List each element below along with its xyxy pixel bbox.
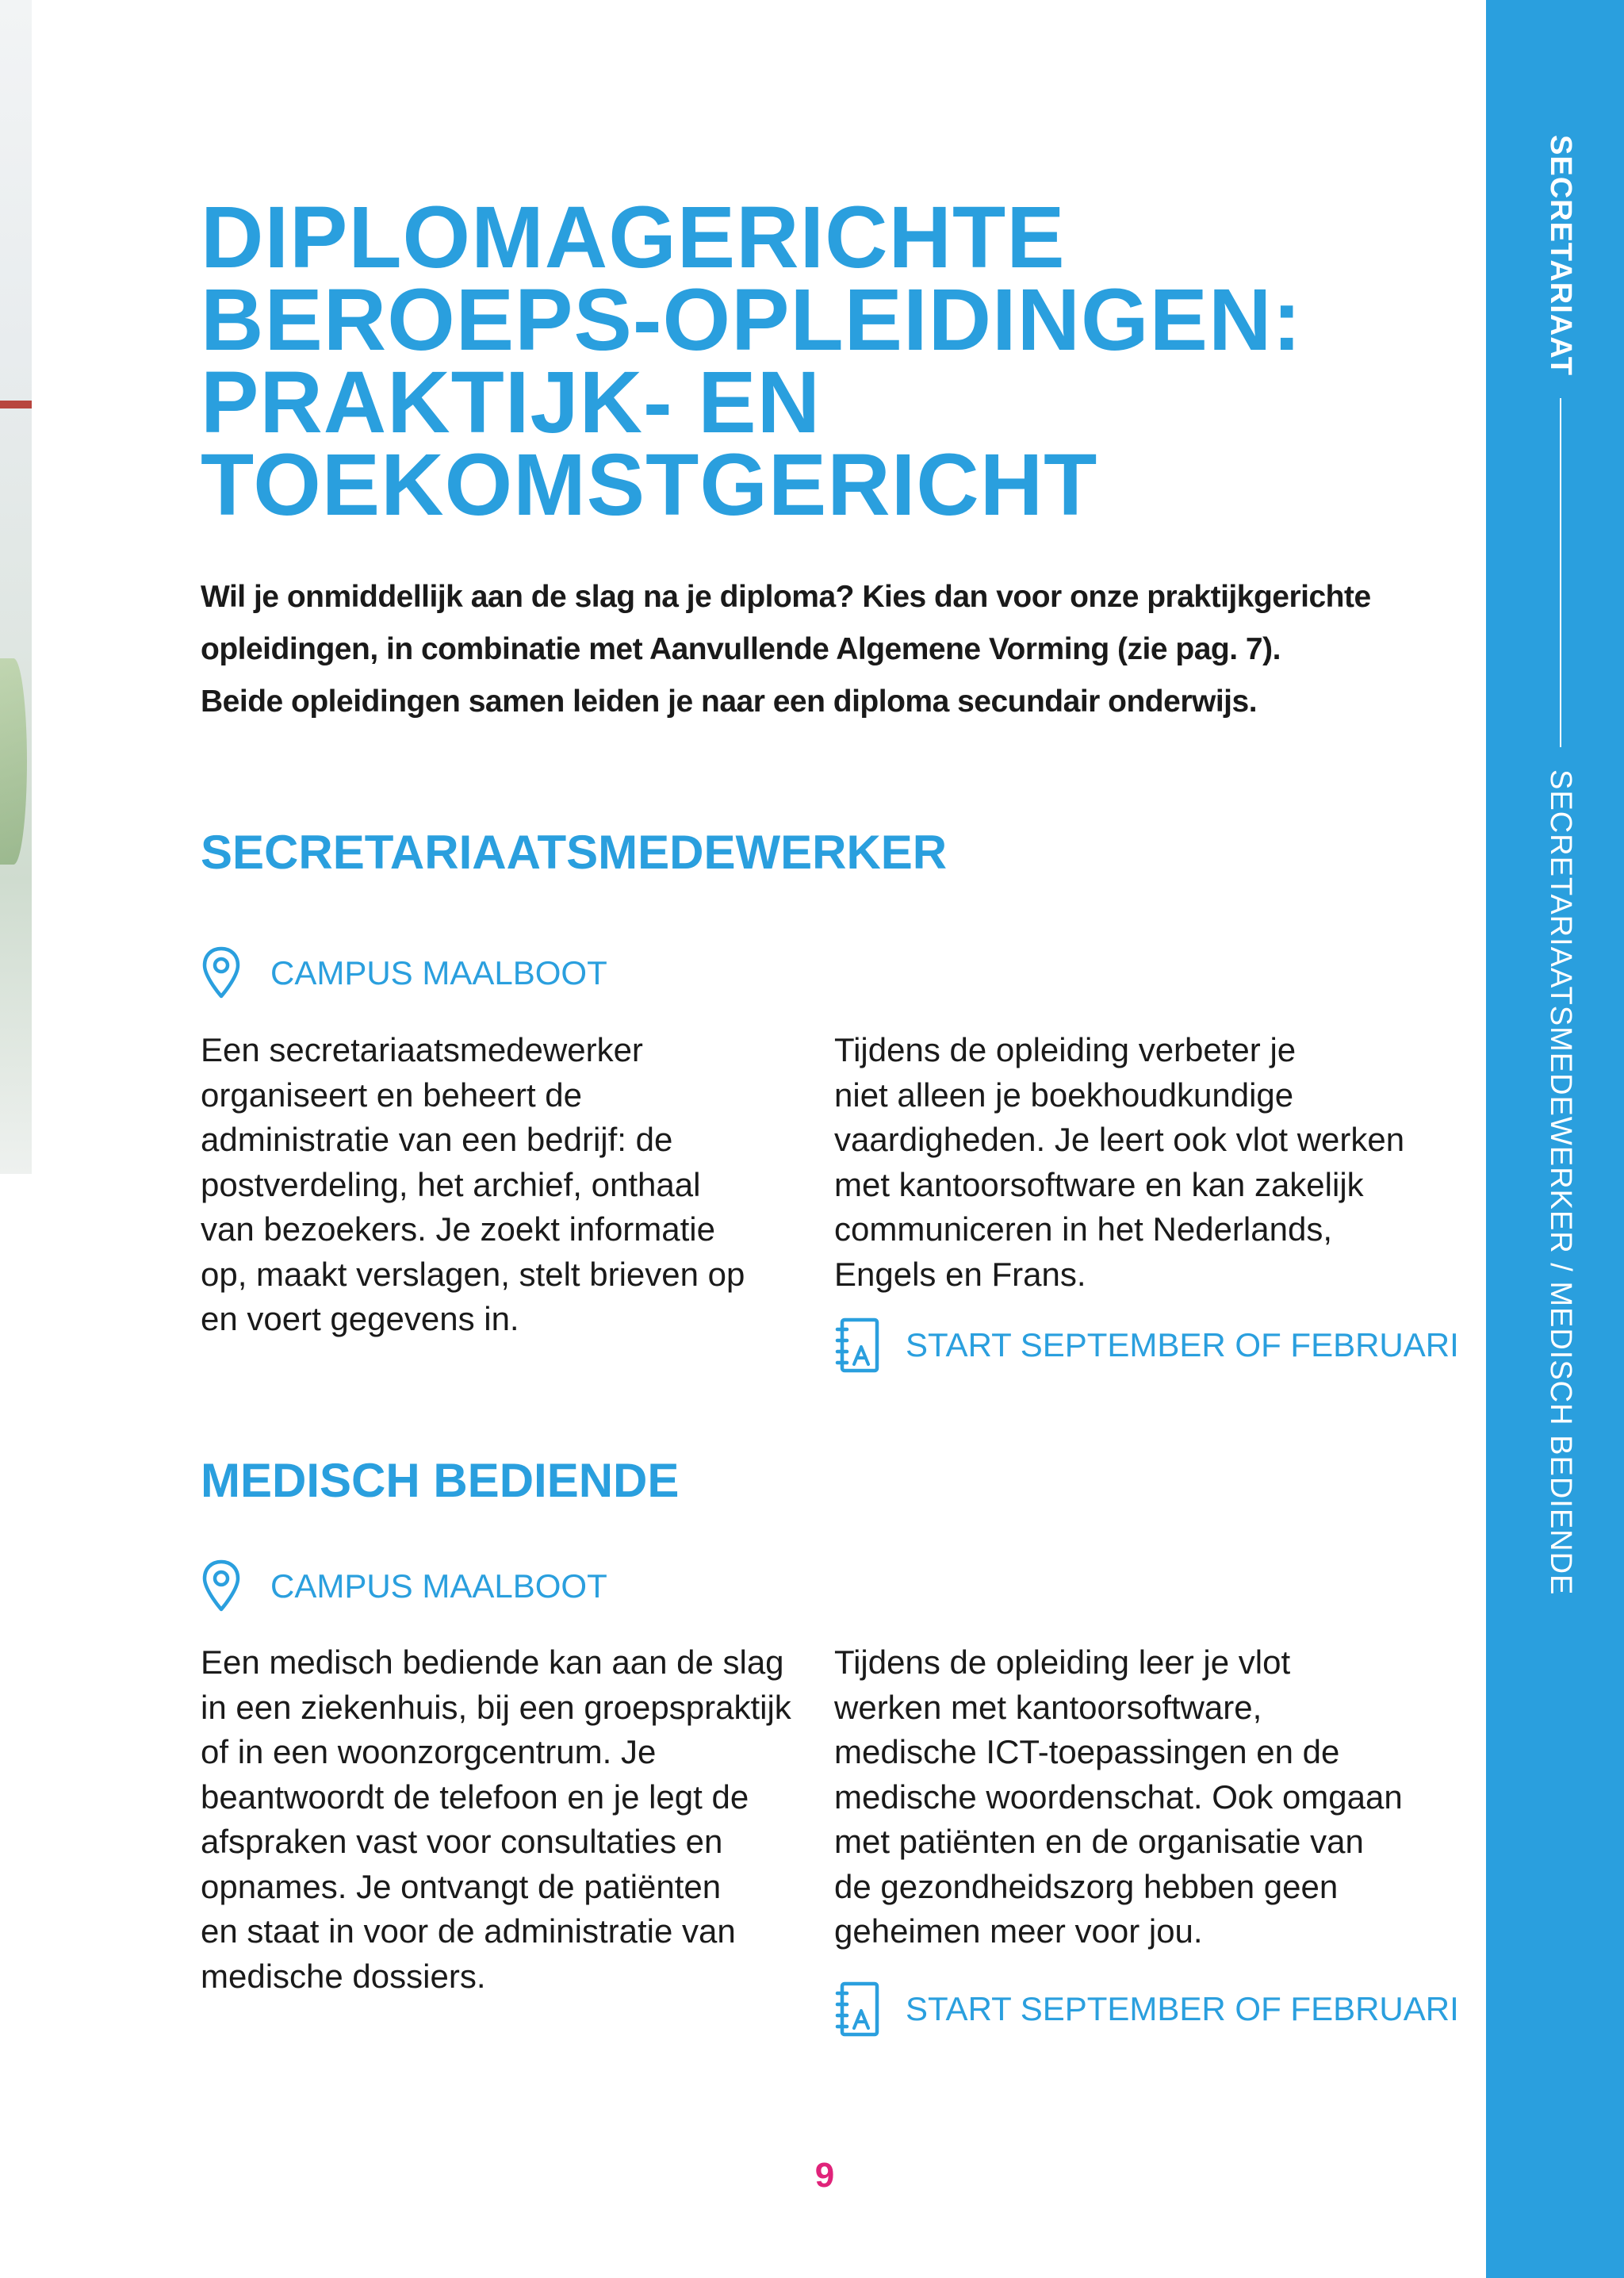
location-pin-icon bbox=[201, 1559, 242, 1614]
intro-line: opleidingen, in combinatie met Aanvullende Algemene Vorming (zie pag. 7). bbox=[201, 632, 1281, 666]
start-info bbox=[834, 1317, 1459, 1374]
page-title bbox=[201, 189, 1438, 534]
sidebar-subtitle: SECRETARIAATSMEDEWERKER / MEDISCH BEDIENDE bbox=[1544, 769, 1577, 1596]
text-line: met patiënten en de organisatie van bbox=[834, 1823, 1364, 1860]
start-label: START SEPTEMBER OF FEBRUARI bbox=[906, 1326, 1459, 1363]
campus-label: CAMPUS MAALBOOT bbox=[270, 1567, 607, 1605]
title-line: TOEKOMSTGERICHT bbox=[201, 436, 1098, 534]
text-line: medische woordenschat. Ook omgaan bbox=[834, 1778, 1403, 1816]
sidebar-divider bbox=[1560, 398, 1561, 747]
title-line: BEROEPS-OPLEIDINGEN: bbox=[201, 271, 1303, 369]
calendar-book-icon bbox=[834, 1981, 882, 2038]
campus-info bbox=[201, 1559, 607, 1614]
text-line: Engels en Frans. bbox=[834, 1255, 1086, 1293]
page-number: 9 bbox=[814, 2156, 835, 2195]
text-line: administratie van een bedrijf: de bbox=[201, 1121, 673, 1158]
sidebar-category: SECRETARIAAT bbox=[1544, 135, 1577, 377]
text-line: beantwoordt de telefoon en je legt de bbox=[201, 1778, 749, 1816]
sidebar-label bbox=[1486, 135, 1624, 1596]
section-description bbox=[201, 1028, 745, 1342]
section-description bbox=[201, 1640, 791, 1999]
text-line: Een medisch bediende kan aan de slag bbox=[201, 1643, 784, 1681]
calendar-book-icon bbox=[834, 1317, 882, 1374]
section-heading-medisch-bediende: MEDISCH BEDIENDE bbox=[201, 1454, 680, 1507]
text-line: in een ziekenhuis, bij een groepspraktijk bbox=[201, 1688, 791, 1726]
text-line: vaardigheden. Je leert ook vlot werken bbox=[834, 1121, 1405, 1158]
text-line: medische dossiers. bbox=[201, 1957, 486, 1995]
text-line: op, maakt verslagen, stelt brieven op bbox=[201, 1255, 745, 1293]
start-info bbox=[834, 1981, 1459, 2038]
text-line: of in een woonzorgcentrum. Je bbox=[201, 1733, 657, 1770]
section-training bbox=[834, 1028, 1404, 1297]
text-line: de gezondheidszorg hebben geen bbox=[834, 1867, 1339, 1905]
text-line: niet alleen je boekhoudkundige bbox=[834, 1076, 1294, 1114]
section-training bbox=[834, 1640, 1403, 1954]
start-label: START SEPTEMBER OF FEBRUARI bbox=[906, 1990, 1459, 2027]
text-line: en voert gegevens in. bbox=[201, 1300, 519, 1337]
title-line: PRAKTIJK- EN bbox=[201, 354, 822, 451]
location-pin-icon bbox=[201, 945, 242, 1001]
photo-strip bbox=[0, 0, 32, 1174]
text-line: met kantoorsoftware en kan zakelijk bbox=[834, 1165, 1364, 1203]
text-line: en staat in voor de administratie van bbox=[201, 1912, 736, 1950]
intro-line: Wil je onmiddellijk aan de slag na je diploma? Kies dan voor onze praktijkgerichte bbox=[201, 580, 1371, 614]
text-line: werken met kantoorsoftware, bbox=[834, 1688, 1262, 1726]
plant-leaf bbox=[0, 658, 27, 865]
text-line: medische ICT-toepassingen en de bbox=[834, 1733, 1340, 1770]
text-line: geheimen meer voor jou. bbox=[834, 1912, 1203, 1950]
text-line: Tijdens de opleiding leer je vlot bbox=[834, 1643, 1291, 1681]
title-line: DIPLOMAGERICHTE bbox=[201, 189, 1066, 286]
intro-line: Beide opleidingen samen leiden je naar een diploma secundair onderwijs. bbox=[201, 685, 1258, 719]
text-line: organiseert en beheert de bbox=[201, 1076, 583, 1114]
campus-label: CAMPUS MAALBOOT bbox=[270, 954, 607, 991]
photo-detail bbox=[0, 401, 32, 408]
text-line: postverdeling, het archief, onthaal bbox=[201, 1165, 701, 1203]
section-heading-secretariaatsmedewerker: SECRETARIAATSMEDEWERKER bbox=[201, 826, 948, 879]
text-line: opnames. Je ontvangt de patiënten bbox=[201, 1867, 722, 1905]
intro-paragraph bbox=[201, 571, 1438, 728]
text-line: Een secretariaatsmedewerker bbox=[201, 1031, 643, 1068]
campus-info bbox=[201, 945, 607, 1001]
text-line: afspraken vast voor consultaties en bbox=[201, 1823, 723, 1860]
text-line: van bezoekers. Je zoekt informatie bbox=[201, 1210, 715, 1248]
text-line: communiceren in het Nederlands, bbox=[834, 1210, 1332, 1248]
text-line: Tijdens de opleiding verbeter je bbox=[834, 1031, 1297, 1068]
